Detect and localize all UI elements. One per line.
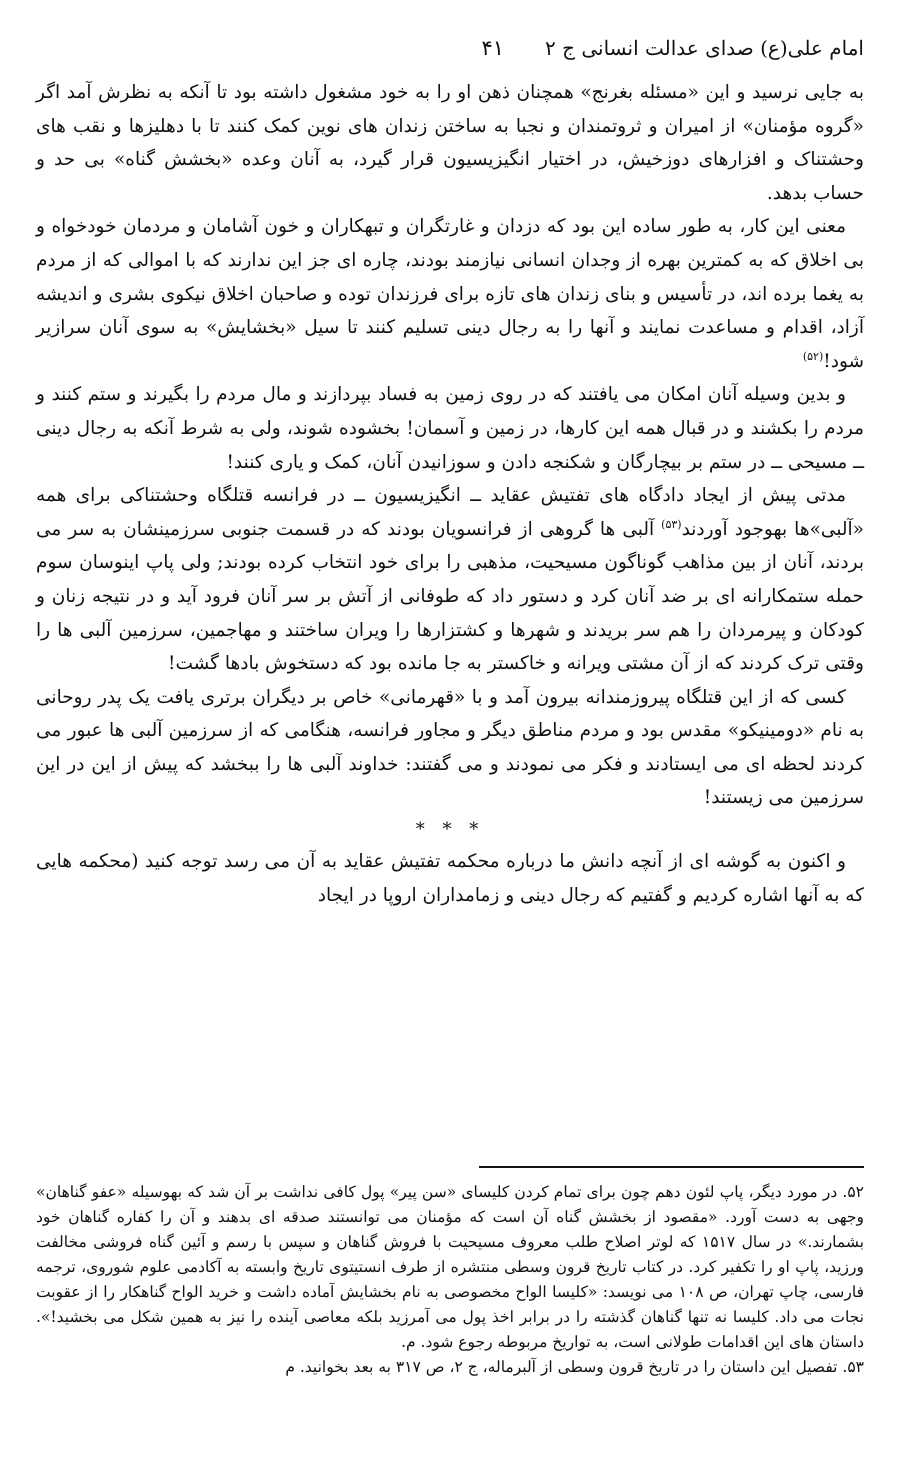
- footnotes: [36, 1180, 864, 1380]
- page-number: ۴۱: [481, 36, 504, 60]
- footnote-53: ۵۳. تفصیل این داستان را در تاریخ قرون وسطی از آلبرماله، ج ۲، ص ۳۱۷ به بعد بخوانید. م: [285, 1358, 864, 1376]
- page-header: [36, 30, 864, 66]
- paragraph: معنی این کار، به طور ساده این بود که دزدان و غارتگران و تبهکاران و خون آشامان و مردمان خودخواه و بی اخلاق که به کمترین بهره از وجدان انسانی نیازمند بودند، چاره ای جز این ندارند که با اموالی که از مردم به یغما برده اند، در تأسیس و بنای زندان های تازه برای فرزندان توده و صاحبان اخلاق نیکوی بشری و اندیشه آزاد، اقدام و مساعدت نمایند و آنها را به رجال دینی تسلیم کنند تا سیل «بخشایش» به سوی آنان سرازیر شود!$^{(۵۲)}$: [36, 216, 864, 372]
- section-separator: * * *: [415, 819, 485, 841]
- paragraph: و بدین وسیله آنان امکان می یافتند که در روی زمین به فساد بپردازند و مال مردم را بگیرند و ستم کنند و مردم را بکشند و در قبال همه این کارها، در زمین و آسمان! بخشوده شوند، ولی به شرط آنکه به رجال دینی ــ مسیحی ــ در ستم بر بیچارگان و شکنجه دادن و سوزانیدن آنان، کمک و یاری کنند!: [36, 384, 864, 473]
- footnote-ref-53[interactable]: (۵۳): [661, 517, 682, 531]
- main-text: [36, 76, 864, 912]
- footnote-divider: [479, 1166, 864, 1168]
- paragraph: و اکنون به گوشه ای از آنچه دانش ما درباره محکمه تفتیش عقاید به آن می رسد توجه کنید (محکمه هایی که به آنها اشاره کردیم و گفتیم که رجال دینی و زمامداران اروپا در ایجاد: [36, 851, 864, 906]
- page: [36, 30, 864, 1459]
- footnote-52: ۵۲. در مورد دیگر، پاپ لئون دهم چون برای تمام کردن کلیسای «سن پیر» پول کافی نداشت بر آن شد که بهوسیله «عفو گناهان» وجهی به دست آورد. «مقصود از بخشش گناه آن است که مؤمنان می توانستند صدقه ای بدهند و آن را کفاره گناهان خود بشمارند.» در سال ۱۵۱۷ که لوتر اصلاح طلب معروف مسیحیت با فروش گناهان و سپس با رسم و آئین گناه فروشی مخالفت ورزید، پاپ او را تکفیر کرد. در کتاب تاریخ قرون وسطی منتشره از طرف انستیتوی تاریخ وابسته به آکادمی علوم شوروی، ترجمه فارسی، چاپ تهران، ص ۱۰۸ می نویسد: «کلیسا الواح مخصوصی به نام بخشایش آماده داشت و خرید الواح گناهکار را از عقوبت نجات می داد. کلیسا نه تنها گناهان گذشته را در برابر اخذ پول می آمرزید بلکه معاصی آینده را نیز به همین شکل می بخشید!». داستان های این اقدامات طولانی است، به تواریخ مربوطه رجوع شود. م.: [36, 1183, 865, 1351]
- paragraph: کسی که از این قتلگاه پیروزمندانه بیرون آمد و با «قهرمانی» خاص بر دیگران برتری یافت یک پدر روحانی به نام «دومینیکو» مقدس بود و مردم مناطق دیگر و مجاور فرانسه، هنگامی که از سرزمین آلبی ها عبور می کردند لحظه ای می ایستادند و فکر می نمودند و می گفتند: خداوند آلبی ها را ببخشد که پیش از این در این سرزمین می زیستند!: [36, 686, 864, 809]
- paragraph: به جایی نرسید و این «مسئله بغرنج» همچنان ذهن او را به خود مشغول داشته بود تا آنکه به نظرش آمد اگر «گروه مؤمنان» از امیران و ثروتمندان و نجبا به ساختن زندان های نوین کمک کنند تا با دهلیزها و نقب های وحشتناک و افزارهای دوزخیش، در اختیار انگیزیسیون قرار گیرد، به آنان وعده «بخشش گناه» بی حد و حساب بدهد.: [36, 82, 864, 204]
- paragraph: مدتی پیش از ایجاد دادگاه های تفتیش عقاید ــ انگیزیسیون ــ در فرانسه قتلگاه وحشتناکی برای همه «آلبی»ها بهوجود آوردند$^{(۵۳)}$ آلبی ها گروهی از فرانسویان بودند که در قسمت جنوبی سرزمینشان به سر می بردند، آنان از بین مذاهب گوناگون مسیحیت، مذهبی را برای خود انتخاب کرده بودند; ولی پاپ اینوسان سوم حمله ستمکارانه ای بر ضد آنان کرد و دستور داد که طوفانی از آتش بر سر آنان فرود آید و در نتیجه زنان و کودکان و پیرمردان را هم سر بریدند و شهرها و کشتزارها را ویران ساختند و مهاجمین، سرزمین آلبی ها را وقتی ترک کردند که از آن مشتی ویرانه و خاکستر به جا مانده بود که دستخوش بادها گشت!: [36, 485, 864, 675]
- footnote-ref-52[interactable]: (۵۲): [802, 349, 824, 363]
- book-title: امام علی(ع) صدای عدالت انسانی ج ۲: [544, 36, 864, 60]
